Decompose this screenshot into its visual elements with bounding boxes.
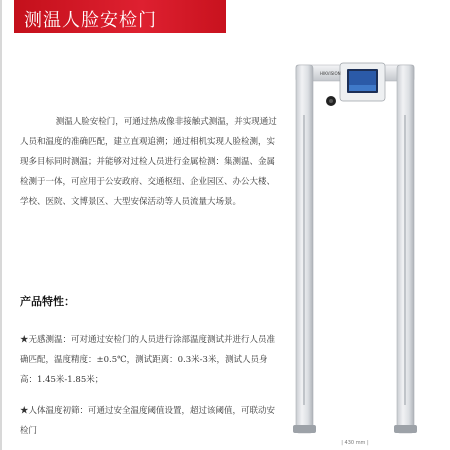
page-title: 测温人脸安检门 — [24, 10, 157, 31]
gate-left-foot — [293, 425, 316, 433]
header-banner — [14, 0, 226, 33]
gate-illustration — [290, 55, 420, 450]
intro-paragraph: 测温人脸安检门，可通过热成像非接触式测温，并实现通过人员和温度的准确匹配，建立直观追溯；通过相机实现人脸检测，实现多目标同时测温；并能够对过检人员进行金属检测：集测温、金属检测于一体，可应用于公安政府、交通枢纽、企业园区、办公大楼、学校、医院、文博景区、大型安保活动等人员流量大场景。 — [20, 117, 277, 207]
gate-dimension-label: | 430 mm | — [341, 440, 369, 446]
features-heading: 产品特性： — [20, 295, 75, 308]
features-list — [20, 330, 282, 441]
page-left-border — [0, 0, 2, 450]
feature-item-screening: ★人体温度初筛：可通过安全温度阈值设置，超过该阈值，可联动安检门 — [20, 406, 276, 436]
walkthrough-gate-image — [290, 55, 420, 450]
gate-right-foot — [394, 425, 417, 433]
gate-brand-label: HIKVISION — [320, 71, 341, 76]
feature-item-contactless: ★无感测温：可对通过安检门的人员进行涂部温度测试并进行人员准确匹配，温度精度：±0.5℃，测试距离：0.3米-3米，测试人员身高：1.45米-1.85米； — [20, 335, 276, 385]
intro-paragraph-block — [20, 112, 282, 212]
